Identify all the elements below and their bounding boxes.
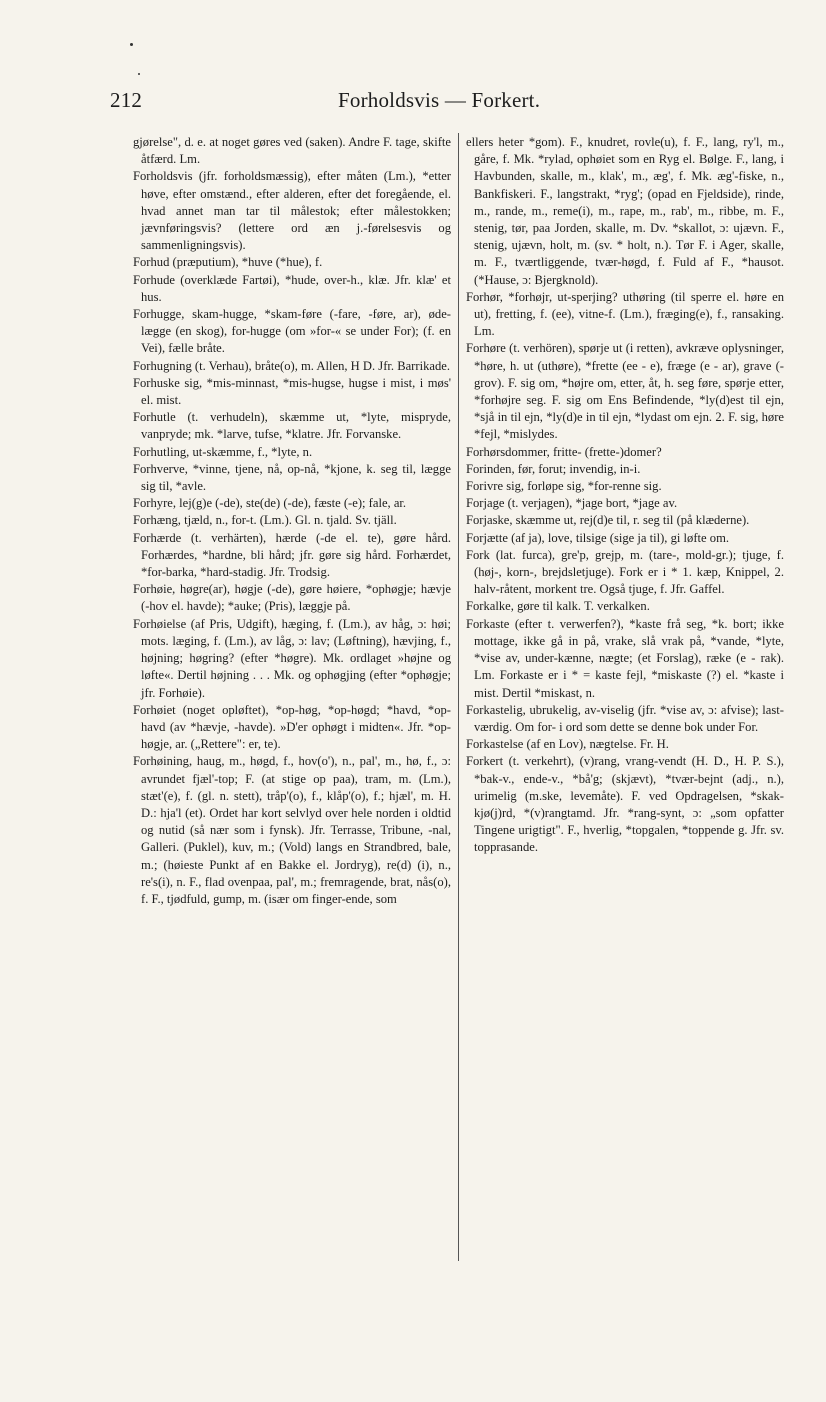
dictionary-entry: Forhæng, tjæld, n., for-t. (Lm.). Gl. n. tjald. Sv. tjäll. [133,513,397,528]
dictionary-entry: Forhugning (t. Verhau), bråte(o), m. Allen, H D. Jfr. Barrikade. [133,358,450,373]
page-number: 212 [110,88,143,112]
right-column [466,134,784,1262]
column-divider [458,133,459,1261]
dictionary-entry: Forivre sig, forløpe sig, *for-renne sig. [466,479,662,494]
dictionary-entry: Forhøre (t. verhören), spørje ut (i retten), avkræve oplysninger, *høre, h. ut (uthøre), *frette (ee - e), fræge (e - ar), grave (-grov). F. sig om, *højre om, etter, åt, h. seg føre, spørje etter, *forhøjre seg. F. sig om Ens Befindende, *ly(d)est til ejn, *sjå in til ejn, *ly(d)e in til ejn, *lydast om ejn. 2. F. sig, høre *fejl, *mislydes. [466,341,784,442]
dictionary-entry: Forhutling, ut-skæmme, f., *lyte, n. [133,444,313,459]
dictionary-entry: Forhøie, høgre(ar), høgje (-de), gøre høiere, *ophøgje; hævje (-hov el. havde); *auke; (Pris), læggje på. [133,582,451,614]
dictionary-entry: Forkaste (efter t. verwerfen?), *kaste frå seg, *k. bort; ikke mottage, ikke gå in på, vrake, slå vrak på, *vande, *lyte, *vise av, under-kænne, nægte; (et Forslag), ræke (e - rak). Lm. Forkaste er i * = kaste fejl, *miskaste (?) el. *kaste i mist. Dertil *miskast, n. [466,616,784,700]
dictionary-entry: Forjætte (af ja), love, tilsige (sige ja til), gi løfte om. [466,530,730,545]
dictionary-entry: Forjage (t. verjagen), *jage bort, *jage av. [466,496,678,511]
dictionary-entry: Forhutle (t. verhudeln), skæmme ut, *lyte, mispryde, vanpryde; mk. *larve, tufse, *klatre. Jfr. Forvanske. [133,410,451,442]
dictionary-entry: ellers heter *gom). F., knudret, rovle(u), f. F., lang, ry'l, m., gåre, f. Mk. *rylad, ophøiet som en Ryg el. Bølge. F., lang, i Havbunden, skalle, m., klak', m., æg', f. Mk. æg'-fiske, n., Bankfiskeri. F., langstrakt, *ryg'; (opad en Fjeldside), rinde, m., rande, m., reme(i), m., rape, m., rab', m., ribbe, m. F., stenig, tør, paa Jorden, skalle, m. Dv. *skallot, ɔ: ujævn. F., stenig, ujævn, holt, m. (sv. * holt, n.). Tør F. i Ager, skalle, m. F., tværtliggende, tvær-høgd, f. Fuld af F., *hausot. (*Hause, ɔ: Bjergknold). [466,135,784,287]
running-title: Forholdsvis — Forkert. [338,88,541,112]
dictionary-entry: Forkert (t. verkehrt), (v)rang, vrang-vendt (H. D., H. P. S.), *bak-v., ende-v., *bå'g; (skjævt), *tvær-bejnt (adj., n.), urimelig (m.ske, levemåte). F. ved Opdragelsen, *skak-kjø(j)rd, *(v)rangtamd. Jfr. *rang-synt, ɔ: „som opfatter Tingene urigtigt". F., hverlig, *topgalen, *toppende g. Jfr. sv. topprasande. [466,754,784,855]
dictionary-entry: Forholdsvis (jfr. forholdsmæssig), efter måten (Lm.), *etter høve, efter omstænd., efter alderen, efter det foregående, el. hvad annet man tar til målestok; efter målestokken; jævnføringsvis? (lettere ord æn j.-førelsesvis og sammenligningsvis). [133,169,451,253]
dictionary-entry: Forhærde (t. verhärten), hærde (-de el. te), gøre hård. Forhærdes, *hardne, bli hård; jfr. gøre sig hård. Forhærdet, *for-barka, *hard-stadig. Jfr. Trodsig. [133,530,451,580]
dictionary-entry: Forhøiet (noget opløftet), *op-høg, *op-høgd; *havd, *op-havd (av *hævje, -havde). »D'er ophøgt i midten«. Jfr. *op-høgje, ar. („Rettere": er, te). [133,702,451,752]
dictionary-entry: Forhugge, skam-hugge, *skam-føre (-fare, -føre, ar), øde-lægge (en skog), for-hugge (om »for-« se under For); (f. en Vei), fælle bråte. [133,307,451,356]
dictionary-entry: Forhøielse (af Pris, Udgift), hæging, f. (Lm.), av håg, ɔ: høi; mots. læging, f. (Lm.), av låg, ɔ: lav; (Løftning), hævjing, f., højning; høgring? (efter *høgre). Mk. ordlaget »højne og løfte«. Dertil højning . . . Mk. og ophøgjing (efter *ophøgje; jfr. Forhøie). [133,616,451,700]
dictionary-entry: Forkastelig, ubrukelig, av-viselig (jfr. *vise av, ɔ: afvise); last-værdig. Om for- i ord som dette se denne bok under For. [466,702,784,734]
dictionary-entry: Forhørsdommer, fritte- (frette-)domer? [466,444,662,459]
dictionary-entry: Fork (lat. furca), gre'p, grejp, m. (tare-, mold-gr.); tjuge, f. (høj-, korn-, brejdsletjuge). Fork er i * 1. kæp, Knippel, 2. halv-råtent, morkent tre. Også tjuge, f. Jfr. Gaffel. [466,547,784,597]
paper-speck [138,73,140,75]
left-column [133,134,451,1262]
dictionary-entry: Forkastelse (af en Lov), nægtelse. Fr. H. [466,737,669,752]
dictionary-entry: gjørelse", d. e. at noget gøres ved (saken). Andre F. tage, skifte åtfærd. Lm. [133,135,451,167]
dictionary-entry: Forhøining, haug, m., høgd, f., hov(o'), n., pal', m., hø, f., ɔ: avrundet fjæl'-top; F. (at stige op paa), tram, m. (Lm.), stæt'(e), f. (gl. n. stett), tråp'(o), f., klåp'(o), f.; hjæl', m. H. D.: hja'l (et). Ordet har kort selvlyd over hele norden i oldtid og nutid (så nær som i fynsk). Jfr. Terrasse, Tribune, -nal, Galleri. (Puklel), kuv, m.; (Vold) langs en Strandbred, bale, m.; (høieste Punkt af en Bakke el. Jordryg), re(d) (i), n., re's(i), n. F., flad ovenpaa, pal', m.; fremragende, brat, nås(o), f. F., tjødfuld, gump, m. (især om finger-ende, som [133,754,451,906]
dictionary-entry: Forhyre, lej(g)e (-de), ste(de) (-de), fæste (-e); fale, ar. [133,496,407,511]
paper-speck [130,43,133,46]
dictionary-entry: Forhør, *forhøjr, ut-sperjing? uthøring (til sperre el. høre en ut), fretting, f. (ee), vitne-f. (Lm.), fræging(e), f., ransaking. Lm. [466,289,784,339]
dictionary-entry: Forhverve, *vinne, tjene, nå, op-nå, *kjone, k. seg til, lægge sig til, *avle. [133,461,451,494]
page-header [110,88,580,124]
dictionary-entry: Forhuske sig, *mis-minnast, *mis-hugse, hugse i mist, i møs' el. mist. [133,375,451,408]
dictionary-entry: Forhude (overklæde Fartøi), *hude, over-h., klæ. Jfr. klæ' et hus. [133,272,451,304]
dictionary-entry: Forinden, før, forut; invendig, in-i. [466,461,641,476]
dictionary-entry: Forkalke, gøre til kalk. T. verkalken. [466,599,650,614]
dictionary-entry: Forhud (præputium), *huve (*hue), f. [133,255,323,270]
dictionary-entry: Forjaske, skæmme ut, rej(d)e til, r. seg til (på klæderne). [466,513,750,528]
